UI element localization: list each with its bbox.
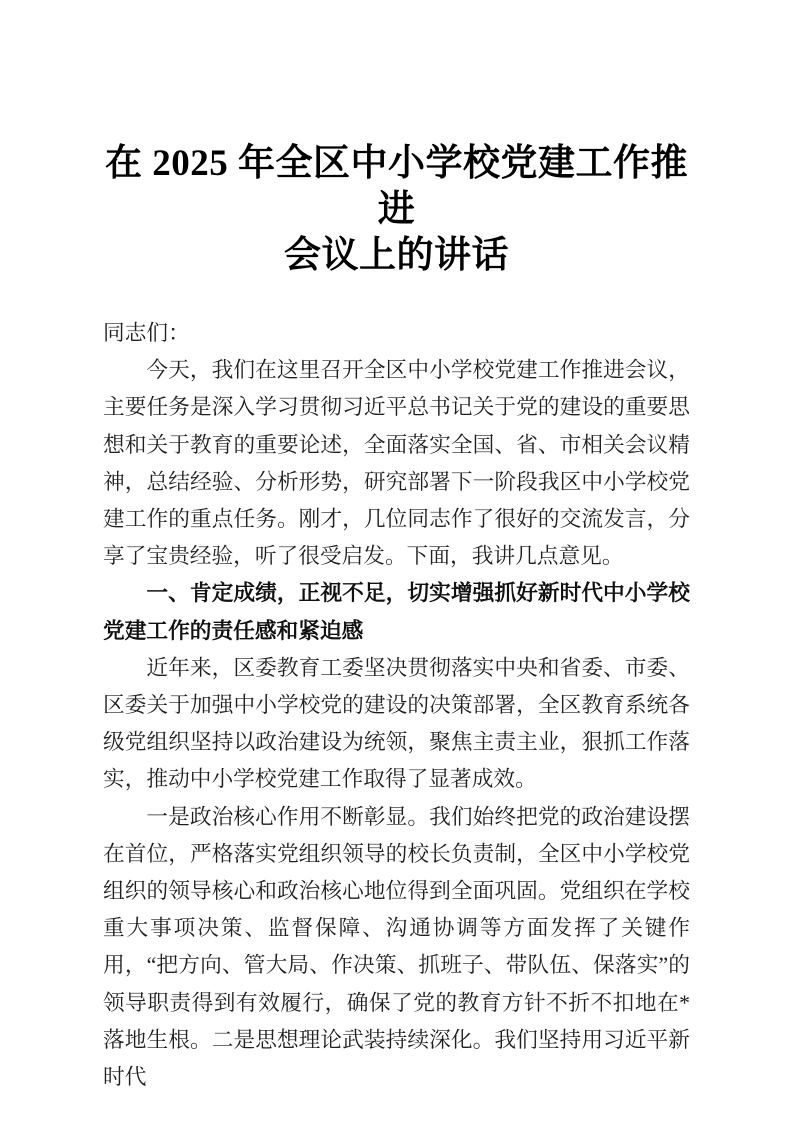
opening-paragraph: 今天，我们在这里召开全区中小学校党建工作推进会议，主要任务是深入学习贯彻习近平总书记关于党的建设的重要思想和关于教育的重要论述，全面落实全国、省、市相关会议精神，总结经验、分析形势，研究部署下一阶段我区中小学校党建工作的重点任务。刚才，几位同志作了很好的交流发言，分享了宝贵经验，听了很受启发。下面，我讲几点意见。 xyxy=(103,358,690,569)
document-body xyxy=(103,315,690,1096)
salutation: 同志们： xyxy=(103,321,190,345)
section-1-heading: 一、肯定成绩，正视不足，切实增强抓好新时代中小学校党建工作的责任感和紧迫感 xyxy=(103,581,690,643)
achievements-overview-paragraph: 近年来，区委教育工委坚决贯彻落实中央和省委、市委、区委关于加强中小学校党的建设的决策部署，全区教育系统各级党组织坚持以政治建设为统领，聚焦主责主业，狠抓工作落实，推动中小学校党建工作取得了显著成效。 xyxy=(103,655,690,792)
document-title xyxy=(103,141,690,279)
title-line-1: 在 2025 年全区中小学校党建工作推进 xyxy=(105,143,688,230)
title-line-2: 会议上的讲话 xyxy=(284,235,509,276)
achievements-detail-paragraph: 一是政治核心作用不断彰显。我们始终把党的政治建设摆在首位，严格落实党组织领导的校长负责制，全区中小学校党组织的领导核心和政治核心地位得到全面巩固。党组织在学校重大事项决策、监督保障、沟通协调等方面发挥了关键作用，“把方向、管大局、作决策、抓班子、带队伍、保落实”的领导职责得到有效履行，确保了党的教育方针不折不扣地在*落地生根。二是思想理论武装持续深化。我们坚持用习近平新时代 xyxy=(103,804,690,1090)
